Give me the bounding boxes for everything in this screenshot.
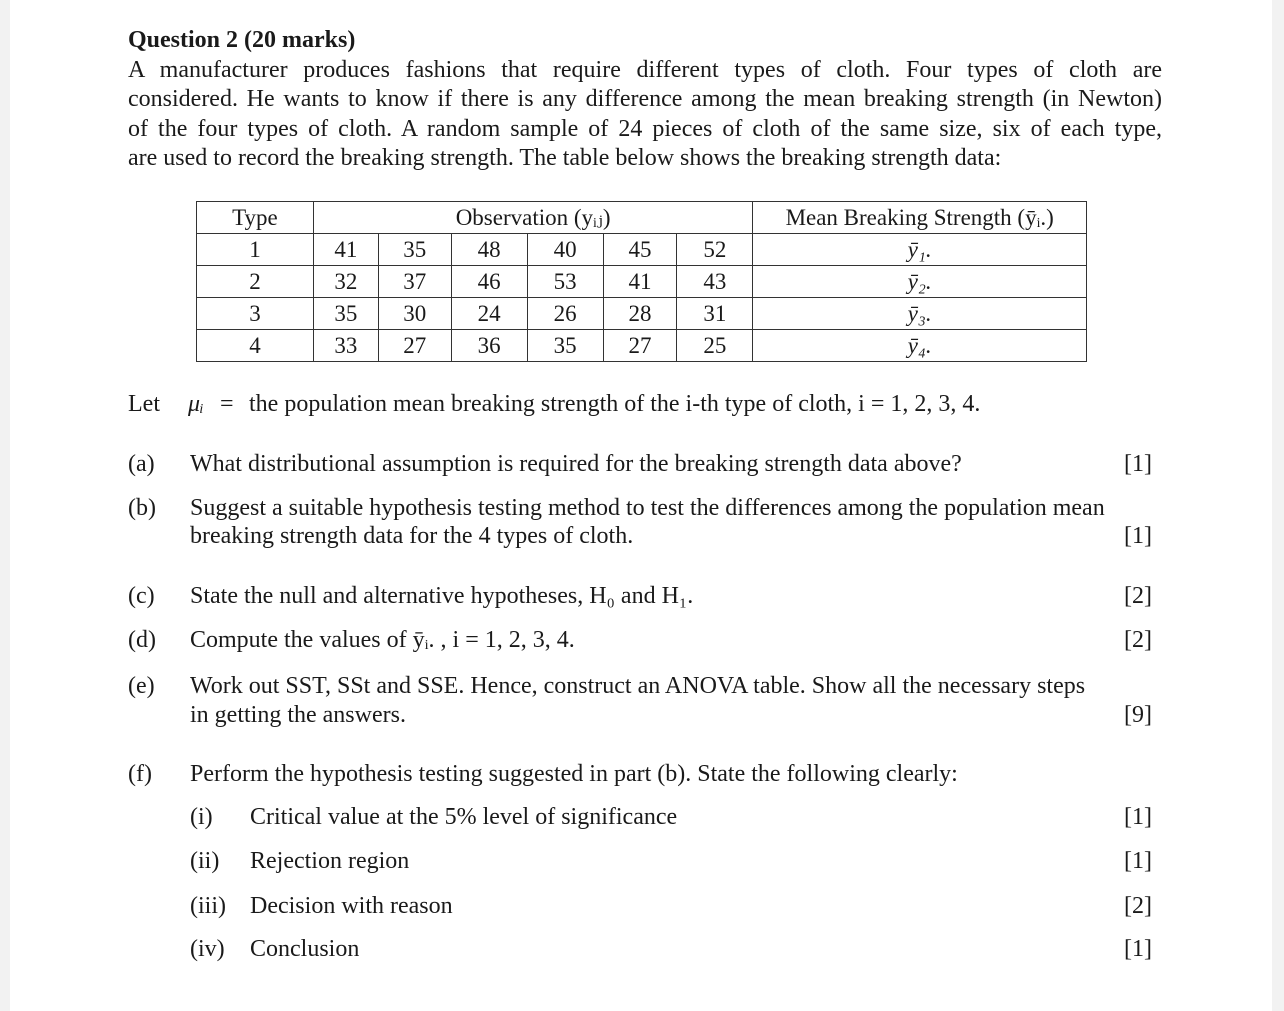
cell-mean: ȳ₃.	[753, 298, 1087, 330]
cell-obs: 53	[527, 266, 603, 298]
question-label: (a)	[128, 451, 155, 477]
subpart-text: Critical value at the 5% level of significance	[250, 804, 678, 830]
let-equals: =	[220, 391, 234, 417]
cell-type: 4	[197, 330, 314, 362]
subpart-marks: [2]	[1124, 893, 1152, 919]
cell-obs: 37	[378, 266, 451, 298]
intro-line: are used to record the breaking strength. The table below shows the breaking strength data:	[128, 144, 1002, 171]
cell-obs: 40	[527, 234, 603, 266]
table-row	[197, 266, 1087, 298]
cell-obs: 35	[313, 298, 378, 330]
subpart-label: (ii)	[190, 848, 220, 874]
question-text: breaking strength data for the 4 types of cloth.	[190, 523, 634, 549]
subpart-marks: [1]	[1124, 804, 1152, 830]
question-text: Compute the values of ȳᵢ. , i = 1, 2, 3, 4.	[190, 627, 575, 653]
subpart-text: Conclusion	[250, 936, 360, 962]
table-header-row	[197, 202, 1087, 234]
cell-type: 1	[197, 234, 314, 266]
intro-line: A manufacturer produces fashions that require different types of cloth. Four types of cloth are	[128, 57, 1162, 83]
cell-obs: 25	[677, 330, 753, 362]
question-text: What distributional assumption is required for the breaking strength data above?	[190, 451, 962, 477]
intro-line: considered. He wants to know if there is any difference among the mean breaking strength (in Newton)	[128, 86, 1162, 113]
cell-obs: 26	[527, 298, 603, 330]
let-label: Let	[128, 391, 160, 417]
cell-obs: 52	[677, 234, 753, 266]
cell-obs: 36	[451, 330, 527, 362]
cell-obs: 24	[451, 298, 527, 330]
cell-mean: ȳ₁.	[753, 234, 1087, 266]
question-text: Work out SST, SSt and SSE. Hence, construct an ANOVA table. Show all the necessary steps	[190, 673, 1086, 699]
question-marks: [2]	[1124, 583, 1152, 609]
question-label: (d)	[128, 627, 156, 653]
cell-obs: 46	[451, 266, 527, 298]
cell-obs: 30	[378, 298, 451, 330]
question-text: in getting the answers.	[190, 702, 406, 728]
question-marks: [1]	[1124, 451, 1152, 477]
cell-obs: 43	[677, 266, 753, 298]
table-row	[197, 330, 1087, 362]
subpart-label: (iv)	[190, 936, 225, 962]
breaking-strength-table	[196, 201, 1087, 362]
question-text: Perform the hypothesis testing suggested in part (b). State the following clearly:	[190, 761, 958, 787]
question-text: Suggest a suitable hypothesis testing method to test the differences among the population mean	[190, 495, 1105, 521]
subpart-label: (iii)	[190, 893, 226, 919]
cell-type: 2	[197, 266, 314, 298]
cell-obs: 28	[603, 298, 677, 330]
cell-obs: 35	[378, 234, 451, 266]
header-type: Type	[197, 202, 314, 234]
header-observation: Observation (yᵢⱼ)	[313, 202, 752, 234]
subpart-marks: [1]	[1124, 848, 1152, 874]
subpart-label: (i)	[190, 804, 213, 830]
question-label: (b)	[128, 495, 156, 521]
document-page	[10, 0, 1272, 1011]
question-label: (e)	[128, 673, 155, 699]
question-marks: [9]	[1124, 702, 1152, 728]
cell-obs: 35	[527, 330, 603, 362]
table-row	[197, 298, 1087, 330]
question-title: Question 2 (20 marks)	[128, 27, 356, 53]
question-marks: [1]	[1124, 523, 1152, 549]
cell-obs: 32	[313, 266, 378, 298]
cell-obs: 31	[677, 298, 753, 330]
cell-mean: ȳ₂.	[753, 266, 1087, 298]
intro-paragraph	[128, 56, 1162, 173]
cell-obs: 41	[313, 234, 378, 266]
cell-obs: 33	[313, 330, 378, 362]
subpart-marks: [1]	[1124, 936, 1152, 962]
mu-symbol: μᵢ	[188, 391, 204, 417]
let-definition: the population mean breaking strength of the i-th type of cloth, i = 1, 2, 3, 4.	[249, 391, 981, 417]
question-text: State the null and alternative hypotheses, H₀ and H₁.	[190, 583, 694, 609]
cell-obs: 27	[603, 330, 677, 362]
cell-obs: 41	[603, 266, 677, 298]
table-row	[197, 234, 1087, 266]
question-label: (f)	[128, 761, 152, 787]
cell-obs: 48	[451, 234, 527, 266]
subpart-text: Decision with reason	[250, 893, 453, 919]
subpart-text: Rejection region	[250, 848, 410, 874]
cell-obs: 27	[378, 330, 451, 362]
question-label: (c)	[128, 583, 155, 609]
cell-mean: ȳ₄.	[753, 330, 1087, 362]
question-marks: [2]	[1124, 627, 1152, 653]
intro-line: of the four types of cloth. A random sample of 24 pieces of cloth of the same size, six of each type,	[128, 115, 1162, 142]
cell-type: 3	[197, 298, 314, 330]
header-mean: Mean Breaking Strength (ȳᵢ.)	[753, 202, 1087, 234]
cell-obs: 45	[603, 234, 677, 266]
